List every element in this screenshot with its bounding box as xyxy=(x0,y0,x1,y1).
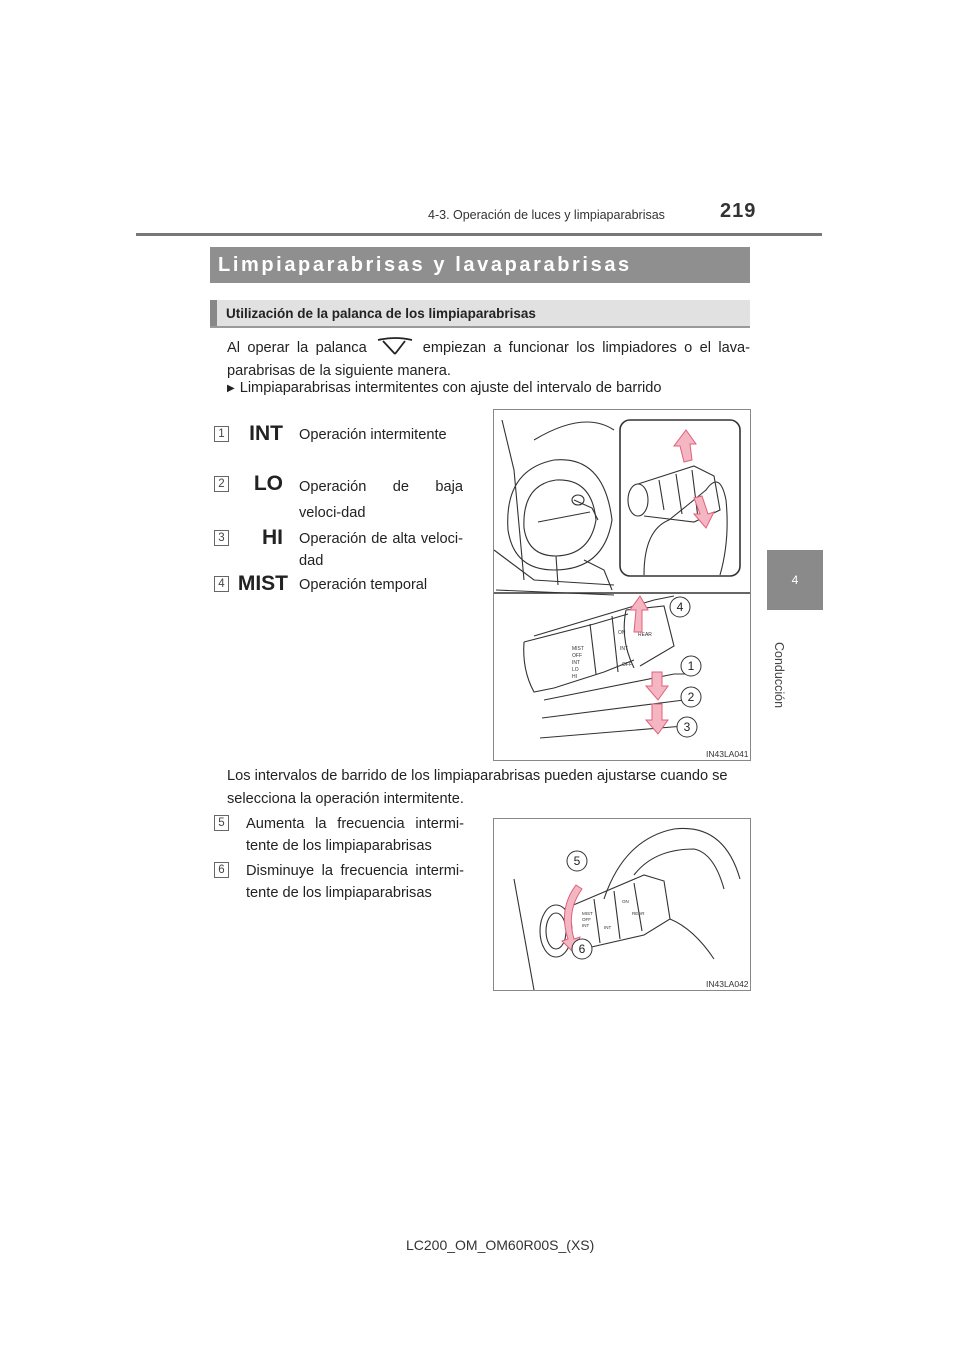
header-rule xyxy=(136,233,822,236)
op-glyph-mist: MIST xyxy=(237,572,288,595)
triangle-bullet-icon: ▶ xyxy=(227,383,235,394)
intro-paragraph xyxy=(227,337,750,383)
item-number-5: 5 xyxy=(214,815,229,831)
lever-label-rear-int: INT xyxy=(620,646,629,652)
callout-2: 2 xyxy=(687,690,695,704)
header-section-title: 4-3. Operación de luces y limpiaparabrisas xyxy=(428,208,665,222)
op-number-4: 4 xyxy=(214,576,229,592)
callout-5: 5 xyxy=(573,854,581,868)
op-number-3: 3 xyxy=(214,530,229,546)
figure-interval-adjust xyxy=(493,818,751,991)
op-glyph-int: INT xyxy=(249,422,283,445)
op-text-2: Operación de baja veloci-dad xyxy=(299,479,463,521)
subsection-bar xyxy=(210,300,217,326)
lever-label-hi: HI xyxy=(572,674,577,680)
op-text-1: Operación intermitente xyxy=(299,427,447,443)
subsection-banner xyxy=(210,300,750,328)
lever-label-mist: MIST xyxy=(572,646,584,652)
lever-label-off: OFF xyxy=(572,653,582,659)
callout-4: 4 xyxy=(676,600,684,614)
op-text-3: Operación de alta veloci-dad xyxy=(299,531,463,569)
windshield-wiper-icon xyxy=(375,337,415,355)
subsection-title: Utilización de la palanca de los limpiaparabrisas xyxy=(226,305,536,321)
op-text-4: Operación temporal xyxy=(299,577,428,593)
lever-label-on: ON xyxy=(618,630,626,636)
callout-6: 6 xyxy=(578,942,586,956)
bullet-item xyxy=(227,380,662,396)
footer-doc-code: LC200_OM_OM60R00S_(XS) xyxy=(406,1237,595,1253)
item-text-6: Disminuye la frecuencia intermi-tente de los limpiaparabrisas xyxy=(246,863,464,901)
callout-3: 3 xyxy=(683,720,691,734)
lever-label-rear-off: OFF xyxy=(622,662,632,668)
svg-text:INT: INT xyxy=(582,923,590,928)
callout-1: 1 xyxy=(687,659,695,673)
chapter-label: Conducción xyxy=(772,641,786,708)
lever-label-lo: LO xyxy=(572,667,579,673)
lever-label-int: INT xyxy=(572,660,581,666)
figure-interval-drawing xyxy=(494,819,750,990)
svg-text:OFF: OFF xyxy=(582,917,591,922)
svg-text:ON: ON xyxy=(622,899,629,904)
figure-code-1: IN43LA041 xyxy=(706,749,749,759)
figure-code-2: IN43LA042 xyxy=(706,979,749,989)
interval-paragraph: Los intervalos de barrido de los limpiaparabrisas pueden ajustarse cuando se selecciona la operación intermitente. xyxy=(227,768,728,807)
bullet-text: Limpiaparabrisas intermitentes con ajuste del intervalo de barrido xyxy=(239,380,662,396)
chapter-tab: 4 xyxy=(767,550,823,610)
op-number-2: 2 xyxy=(214,476,229,492)
op-glyph-lo: LO xyxy=(253,472,283,495)
figure-wiper-lever-drawing xyxy=(494,410,750,760)
svg-text:REAR: REAR xyxy=(632,911,645,916)
intro-after: empiezan a funcionar los limpiadores o el lava-parabrisas de la siguiente manera. xyxy=(227,340,750,379)
op-number-1: 1 xyxy=(214,426,229,442)
intro-before: Al operar la palanca xyxy=(227,340,367,356)
item-text-5: Aumenta la frecuencia intermi-tente de los limpiaparabrisas xyxy=(246,816,464,854)
item-number-6: 6 xyxy=(214,862,229,878)
page-number: 219 xyxy=(720,200,757,222)
svg-text:INT: INT xyxy=(604,925,612,930)
section-title: Limpiaparabrisas y lavaparabrisas xyxy=(210,247,750,283)
svg-text:MIST: MIST xyxy=(582,911,593,916)
figure-wiper-lever xyxy=(493,409,751,761)
op-glyph-hi: HI xyxy=(262,526,283,549)
lever-label-rear: REAR xyxy=(638,632,652,638)
